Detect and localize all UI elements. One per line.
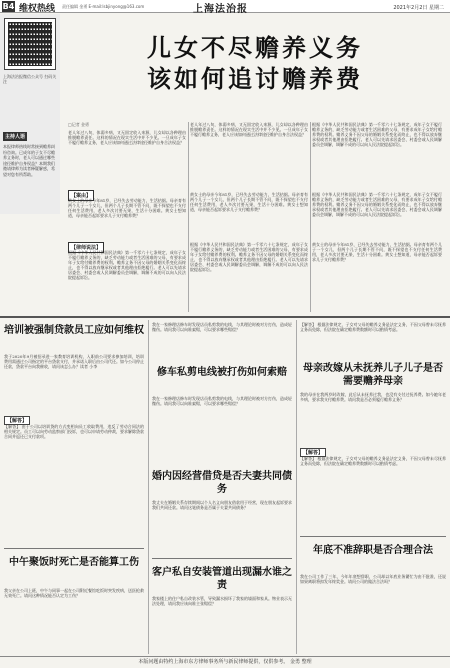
case-text: 黄女士的母亲今年81岁，已经失去劳动能力，生活拮据。母亲育有两个儿子一个女儿，但两个儿子长期不管不问，既不探望也不支付任何生活费用，老人多次讨要无果，生活十分困难。黄女士想知道，母亲能否起诉要求儿子支付赡养费？: [68, 198, 186, 218]
headline-line-2: 该如何追讨赡养费: [147, 64, 363, 93]
main-article-intro-cont2: 根据《中华人民共和国民法典》第一千零六十七条规定，成年子女不履行赡养义务的，缺乏劳动能力或者生活困难的父母，有要求成年子女给付赡养费的权利。赡养义务不因父母的婚姻关系变化而终止，也不得以放弃继承权或者其他理由拒绝履行。老人可以先请求居委会、村委会或人民调解委员会调解，调解不成的可以向人民法院提起诉讼。: [312, 122, 442, 147]
middle-article-text: 我在一家修理店修车时发现店员私剪我的电线，与其理论时被对方打伤，造成轻微伤。请问我可以向谁索赔，可以要求哪些赔偿？: [152, 396, 292, 406]
main-article-intro-cont: 老人年过八旬，体弱多病，又无固定收入来源，儿女却以各种理由推脱赡养责任。这样的情况在现实生活中并不少见。一旦成年子女不履行赡养义务，老人应该如何通过法律途径维护自身合法权益？: [190, 122, 308, 137]
lawyer-text-cont: 根据《中华人民共和国民法典》第一千零六十七条规定，成年子女不履行赡养义务的，缺乏劳动能力或者生活困难的父母，有要求成年子女给付赡养费的权利。赡养义务不因父母的婚姻关系变化而终止，也不得以放弃继承权或者其他理由拒绝履行。老人可以先请求居委会、村委会或人民调解委员会调解，调解不成的可以向人民法院提起诉讼。: [190, 242, 308, 272]
issue-date: 2021年2月2日 星期二: [393, 5, 444, 11]
left-article-answer: 【解答】 由于公司以培训贷的方式变相向员工收取费用，违反了劳动合同法的相关规定。员工可以向劳动监察部门投诉，也可以申请劳动仲裁，要求解除贷款合同并返还已支付款项。: [4, 424, 144, 439]
host-label: 主持人语: [5, 134, 26, 140]
case-text-cont2: 根据《中华人民共和国民法典》第一千零六十七条规定，成年子女不履行赡养义务的，缺乏劳动能力或者生活困难的父母，有要求成年子女给付赡养费的权利。赡养义务不因父母的婚姻关系变化而终止，也不得以放弃继承权或者其他理由拒绝履行。老人可以先请求居委会、村委会或人民调解委员会调解，调解不成的可以向人民法院提起诉讼。: [312, 192, 442, 217]
right-article-text: 我的母亲在我两岁时改嫁，此后从未抚养过我，也没有支付过抚养费。如今她年老多病，要求我支付赡养费。请问我是否必须履行赡养义务？: [300, 392, 446, 402]
middle-article-title: 修车私剪电线被打伤如何索赔: [157, 367, 287, 378]
middle-article-title-3: 客户私自安装管道出现漏水谁之责: [152, 567, 292, 591]
sidebar: [0, 14, 60, 214]
column-divider: [296, 320, 297, 654]
right-article-title: 母亲改嫁从未抚养儿子儿子是否需要赡养母亲: [303, 363, 443, 387]
case-label: 【案由】: [68, 190, 94, 201]
left-article-text-2: 我父亲在公司上班，中午与同事一起在公司附近餐馆吃饭时突发疾病，送医抢救无效死亡。请问这种情况能否认定为工伤？: [4, 588, 144, 598]
newspaper-masthead: 上海法治报: [193, 4, 248, 15]
article-divider: [4, 548, 144, 549]
page-number-badge: B4: [2, 2, 15, 11]
headline-line-1: 儿女不尽赡养义务: [147, 33, 363, 62]
right-article-answer: 【解答】 根据法律规定，子女对父母的赡养义务是法定义务，不因父母曾未尽抚养义务而免除，但法院在确定赡养费数额时可以酌情考虑。: [300, 456, 446, 466]
article-divider: [300, 536, 446, 537]
left-article-title-2: 中午聚饭时死亡是否能算工伤: [9, 557, 139, 568]
middle-text-top: 我在一家修理店修车时发现店员私剪我的电线，与其理论时被对方打伤，造成轻微伤。请问我可以向谁索赔，可以要求哪些赔偿？: [152, 322, 292, 332]
main-article-intro: 老人年过八旬，体弱多病，又无固定收入来源，儿女却以各种理由推脱赡养责任。这样的情况在现实生活中并不少见。一旦成年子女不履行赡养义务，老人应该如何通过法律途径维护自身合法权益？: [68, 130, 186, 145]
section-divider: [0, 316, 450, 318]
middle-article-text-3: 我家楼上的住户私自改装水管，导致漏水损坏了我家的墙面和家具。物业表示无法处理，请问我应该向谁主张赔偿？: [152, 596, 292, 606]
page-footer: 本版问题由特约上海市东方律师事务所与新民律师提供，仅供参考。 金勇 整理: [0, 656, 450, 668]
answer-label: 【解答】: [4, 416, 30, 425]
case-text-cont: 黄女士的母亲今年81岁，已经失去劳动能力，生活拮据。母亲育有两个儿子一个女儿，但两个儿子长期不管不问，既不探望也不支付任何生活费用，老人多次讨要无果，生活十分困难。黄女士想知道，母亲能否起诉要求儿子支付赡养费？: [190, 192, 308, 212]
editor-info: 责任编辑 金勇 E-mail:lsbjinyong@163.com: [62, 4, 145, 9]
left-article-text: 我于2020年9月被招录进一家教育培训机构，入职前公司要求参加培训，培训费用需通过公司指定的平台贷款支付，并承诺入职后由公司代还。如今公司停止还款，贷款平台向我催收，请问该怎么办？读者 小李: [4, 354, 144, 369]
qr-code-icon[interactable]: [4, 18, 56, 70]
right-article-text-2: 我在公司工作了三年，今年年底想辞职，公司却以年底业务繁忙为由不批准，还说如果离职将扣发年终奖金。请问公司的做法合法吗？: [300, 574, 446, 584]
middle-article-answer: 我丈夫在婚姻关系存续期间以个人名义向朋友借款用于经营，现在朋友起诉要求我们共同还款。请问这笔债务是否属于夫妻共同债务？: [152, 500, 292, 510]
lawyer-label: 【律师说法】: [68, 242, 104, 253]
left-article-title: 培训被强制贷款员工应如何维权: [4, 325, 144, 336]
page-header: [0, 0, 450, 13]
qr-caption: 上海法治报微信公众号 扫码关注: [3, 74, 57, 84]
main-headline: [60, 32, 450, 94]
article-divider: [152, 558, 292, 559]
column-divider: [310, 122, 311, 312]
lawyer-text: 根据《中华人民共和国民法典》第一千零六十七条规定，成年子女不履行赡养义务的，缺乏劳动能力或者生活困难的父母，有要求成年子女给付赡养费的权利。赡养义务不因父母的婚姻关系变化而终止，也不得以放弃继承权或者其他理由拒绝履行。老人可以先请求居委会、村委会或人民调解委员会调解，调解不成的可以向人民法院提起诉讼。: [68, 250, 186, 280]
host-intro-text: 本报律师热线时常接到赡养纠纷咨询。已成年的子女不尽赡养义务时，老人可以通过哪些途径维护自身权益？本期我们邀请律师为读者释疑解惑，希望对您有所帮助。: [3, 144, 55, 177]
column-divider: [188, 122, 189, 312]
middle-article-title-2: 婚内因经营借贷是否夫妻共同债务: [152, 471, 292, 495]
byline: □记者 金勇: [68, 122, 90, 127]
right-text-top: 【解答】 根据法律规定，子女对父母的赡养义务是法定义务，不因父母曾未尽抚养义务而免除，但法院在确定赡养费数额时可以酌情考虑。: [300, 322, 446, 332]
lawyer-text-cont2: 黄女士的母亲今年81岁，已经失去劳动能力，生活拮据。母亲育有两个儿子一个女儿，但两个儿子长期不管不问，既不探望也不支付任何生活费用，老人多次讨要无果，生活十分困难。黄女士想知道，母亲能否起诉要求儿子支付赡养费？: [312, 242, 442, 262]
answer-label: 【解答】: [300, 448, 326, 457]
right-article-title-2: 年底不准辞职是否合理合法: [313, 545, 433, 556]
column-divider: [148, 320, 149, 654]
section-title: 维权热线: [19, 4, 56, 14]
